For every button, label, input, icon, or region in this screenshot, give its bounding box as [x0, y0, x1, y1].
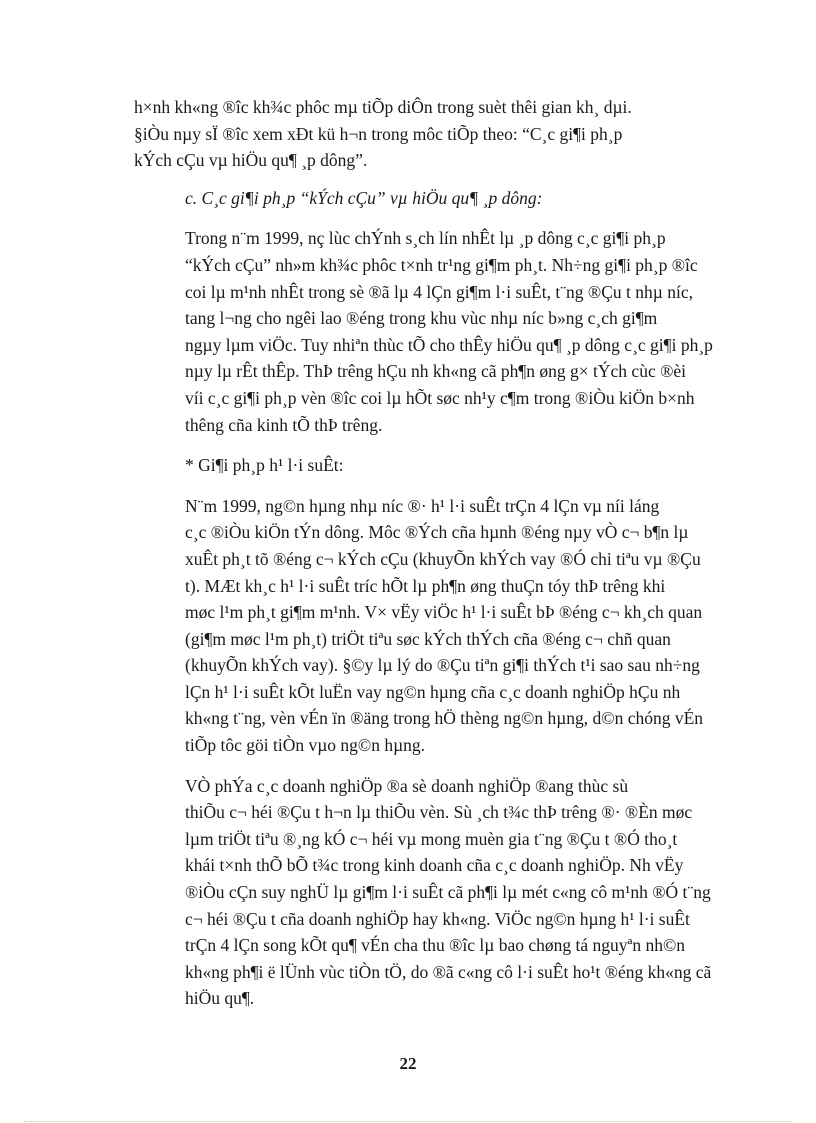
- text-line: víi c¸c gi¶i ph¸p vèn ®îc coi lµ hÕt søc nh¹y c¶m trong ®iÒu kiÖn b×nh: [185, 387, 695, 408]
- text-line: (khuyÕn khÝch vay). §©y lµ lý do ®Çu tiªn gi¶i thÝch t¹i sao sau nh÷ng: [185, 655, 700, 676]
- text-line: “kÝch cÇu” nh»m kh¾c phôc t×nh tr¹ng gi¶m ph¸t. Nh÷ng gi¶i ph¸p ®îc: [185, 254, 698, 275]
- text-line: kh«ng ph¶i ë lÜnh vùc tiÒn tÖ, do ®ã c«ng cô l·i suÊt ho¹t ®éng kh«ng cã: [185, 961, 712, 982]
- paragraph-enterprises: [134, 773, 719, 1012]
- text-line: coi lµ m¹nh nhÊt trong sè ®ã lµ 4 lÇn gi¶m l·i suÊt, t¨ng ®Çu t nhµ níc,: [185, 281, 693, 302]
- text-line: VÒ phÝa c¸c doanh nghiÖp ®a sè doanh nghiÖp ®ang thùc sù: [185, 775, 629, 796]
- text-line: t). MÆt kh¸c h¹ l·i suÊt tríc hÕt lµ ph¶n øng thuÇn tóy thÞ trêng khi: [185, 575, 666, 596]
- text-line: c¸c ®iÒu kiÖn tÝn dông. Môc ®Ých cña hµnh ®éng nµy vÒ c¬ b¶n lµ: [185, 522, 689, 543]
- text-line: Trong n¨m 1999, nç lùc chÝnh s¸ch lín nhÊt lµ ¸p dông c¸c gi¶i ph¸p: [185, 228, 666, 249]
- text-line: khái t×nh thÕ bÕ t¾c trong kinh doanh cña c¸c doanh nghiÖp. Nh vËy: [185, 855, 684, 876]
- text-line: lµm triÖt tiªu ®¸ng kÓ c¬ héi vµ mong muèn gia t¨ng ®Çu t ®Ó tho¸t: [185, 828, 678, 849]
- text-line: thiÕu c¬ héi ®Çu t h¬n lµ thiÕu vèn. Sù ¸ch t¾c thÞ trêng ®· ®Èn møc: [185, 802, 693, 823]
- text-line: ngµy lµm viÖc. Tuy nhiªn thùc tÕ cho thÊy hiÖu qu¶ ¸p dông c¸c gi¶i ph¸p: [185, 334, 713, 355]
- page-bottom-divider: [24, 1121, 792, 1122]
- text-line: møc l¹m ph¸t gi¶m m¹nh. V× vËy viÖc h¹ l·i suÊt bÞ ®éng c¬ kh¸ch quan: [185, 602, 703, 623]
- text-line: hiÖu qu¶.: [185, 988, 255, 1009]
- subheading: [134, 452, 719, 479]
- section-heading: [134, 185, 719, 212]
- text-line: c¬ héi ®Çu t cña doanh nghiÖp hay kh«ng. ViÖc ng©n hµng h¹ l·i suÊt: [185, 908, 690, 929]
- text-line: (gi¶m møc l¹m ph¸t) triÖt tiªu søc kÝch thÝch cña ®éng c¬ chñ quan: [185, 628, 671, 649]
- text-line: kÝch cÇu vµ hiÖu qu¶ ¸p dông”.: [134, 150, 368, 171]
- text-line: tiÕp tôc göi tiÒn vµo ng©n hµng.: [185, 735, 426, 756]
- paragraph-continuation: [134, 94, 719, 174]
- text-line: kh«ng t¨ng, vèn vÉn ïn ®äng trong hÖ thèng ng©n hµng, d©n chóng vÉn: [185, 708, 704, 729]
- text-line: ®iÒu cÇn suy nghÜ lµ gi¶m l·i suÊt cã ph¶i lµ mét c«ng cô m¹nh ®Ó t¨ng: [185, 882, 711, 903]
- page-number: 22: [399, 1054, 417, 1073]
- subheading-text: * Gi¶i ph¸p h¹ l·i suÊt:: [185, 455, 344, 476]
- text-line: §iÒu nµy sÏ ®îc xem xÐt kü h¬n trong môc tiÕp theo: “C¸c gi¶i ph¸p: [134, 123, 623, 144]
- document-body: [134, 94, 719, 1012]
- text-line: lÇn h¹ l·i suÊt kÕt luËn vay ng©n hµng cña c¸c doanh nghiÖp hÇu nh: [185, 681, 681, 702]
- text-line: nµy lµ rÊt thÊp. ThÞ trêng hÇu nh kh«ng cã ph¶n øng g× tÝch cùc ®èi: [185, 361, 687, 382]
- text-line: xuÊt ph¸t tõ ®éng c¬ kÝch cÇu (khuyÕn khÝch vay ®Ó chi tiªu vµ ®Çu: [185, 548, 701, 569]
- text-line: N¨m 1999, ng©n hµng nhµ níc ®· h¹ l·i suÊt trÇn 4 lÇn vµ níi láng: [185, 495, 660, 516]
- text-line: tang l¬ng cho ngêi lao ®éng trong khu vùc nhµ níc b»ng c¸ch gi¶m: [185, 308, 658, 329]
- text-line: thêng cña kinh tÕ thÞ trêng.: [185, 414, 383, 435]
- section-heading-text: c. C¸c gi¶i ph¸p “kÝch cÇu” vµ hiÖu qu¶ ¸p dông:: [185, 187, 543, 208]
- paragraph-intro: [134, 225, 719, 438]
- text-line: trÇn 4 lÇn song kÕt qu¶ vÉn cha thu ®îc lµ bao chøng tá nguyªn nh©n: [185, 935, 686, 956]
- paragraph-interest-rate: [134, 493, 719, 759]
- text-line: h×nh kh«ng ®îc kh¾c phôc mµ tiÕp diÔn trong suèt thêi gian kh¸ dµi.: [134, 97, 632, 117]
